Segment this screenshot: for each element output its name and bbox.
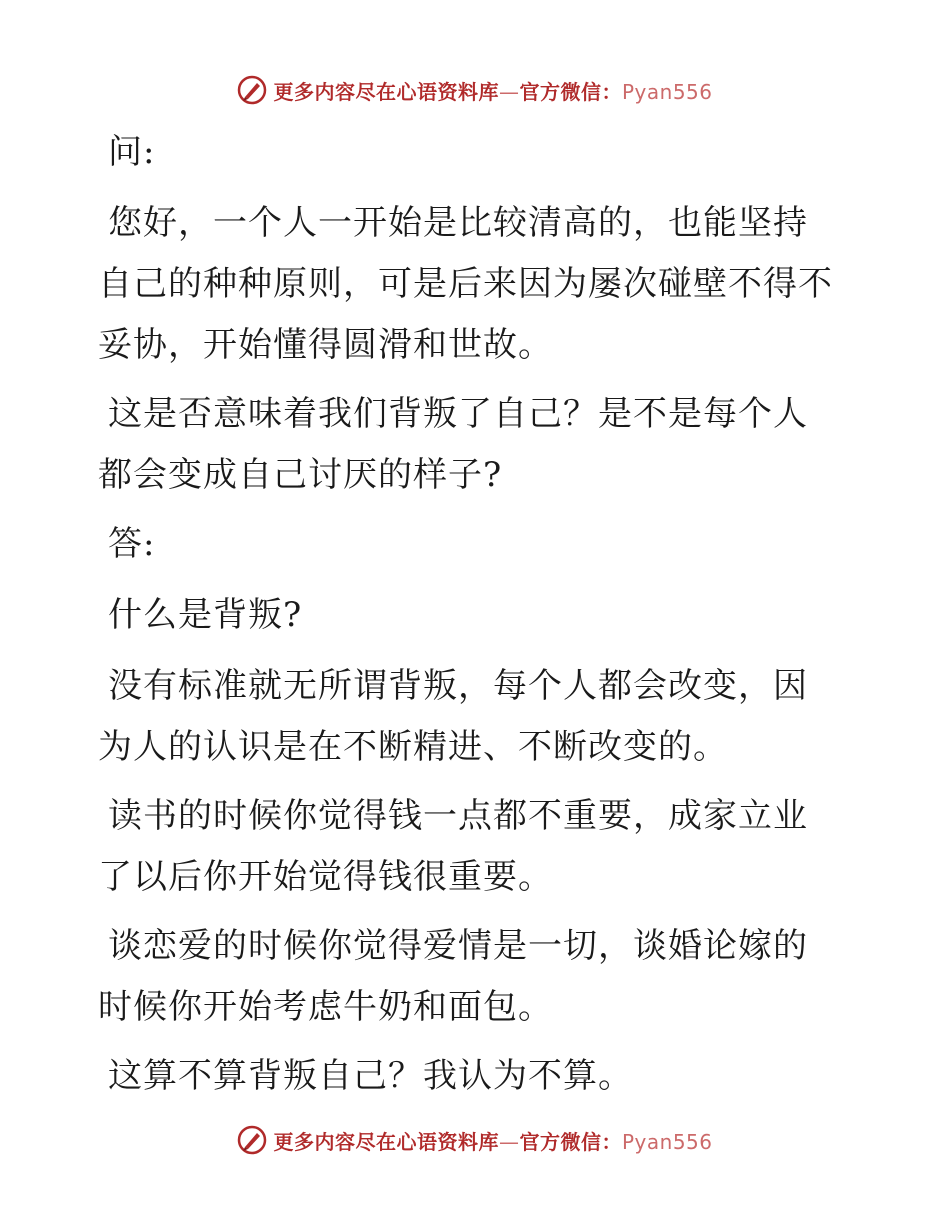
answer-paragraph-3: 读书的时候你觉得钱一点都不重要，成家立业了以后你开始觉得钱很重要。 xyxy=(98,796,808,897)
watermark-dash: — xyxy=(498,79,520,104)
watermark-wechat-label: 官方微信： xyxy=(519,1129,622,1154)
footer-watermark xyxy=(0,1120,950,1160)
header-watermark xyxy=(0,70,950,110)
answer-paragraph-1: 什么是背叛? xyxy=(108,595,303,635)
pen-seal-icon xyxy=(237,75,267,105)
article-body xyxy=(98,122,838,1115)
watermark-wechat-label: 官方微信： xyxy=(519,79,622,104)
pen-seal-icon xyxy=(237,1125,267,1155)
watermark-main-text: 更多内容尽在心语资料库 xyxy=(273,79,499,104)
question-label: 问: xyxy=(108,132,156,172)
watermark-dash: — xyxy=(498,1129,520,1154)
answer-paragraph-5: 这算不算背叛自己？我认为不算。 xyxy=(108,1056,633,1096)
watermark-wechat-id: Pyan556 xyxy=(621,79,713,104)
answer-paragraph-4: 谈恋爱的时候你觉得爱情是一切，谈婚论嫁的时候你开始考虑牛奶和面包。 xyxy=(98,926,808,1027)
watermark-text xyxy=(273,1126,712,1155)
watermark-text xyxy=(273,76,712,105)
watermark-main-text: 更多内容尽在心语资料库 xyxy=(273,1129,499,1154)
answer-paragraph-2: 没有标准就无所谓背叛，每个人都会改变，因为人的认识是在不断精进、不断改变的。 xyxy=(98,666,808,767)
question-paragraph-2: 这是否意味着我们背叛了自己？是不是每个人都会变成自己讨厌的样子? xyxy=(98,394,808,495)
answer-label: 答: xyxy=(108,524,156,564)
watermark-wechat-id: Pyan556 xyxy=(621,1129,713,1154)
question-paragraph-1: 您好，一个人一开始是比较清高的，也能坚持自己的种种原则，可是后来因为屡次碰壁不得不妥协，开始懂得圆滑和世故。 xyxy=(98,203,833,365)
